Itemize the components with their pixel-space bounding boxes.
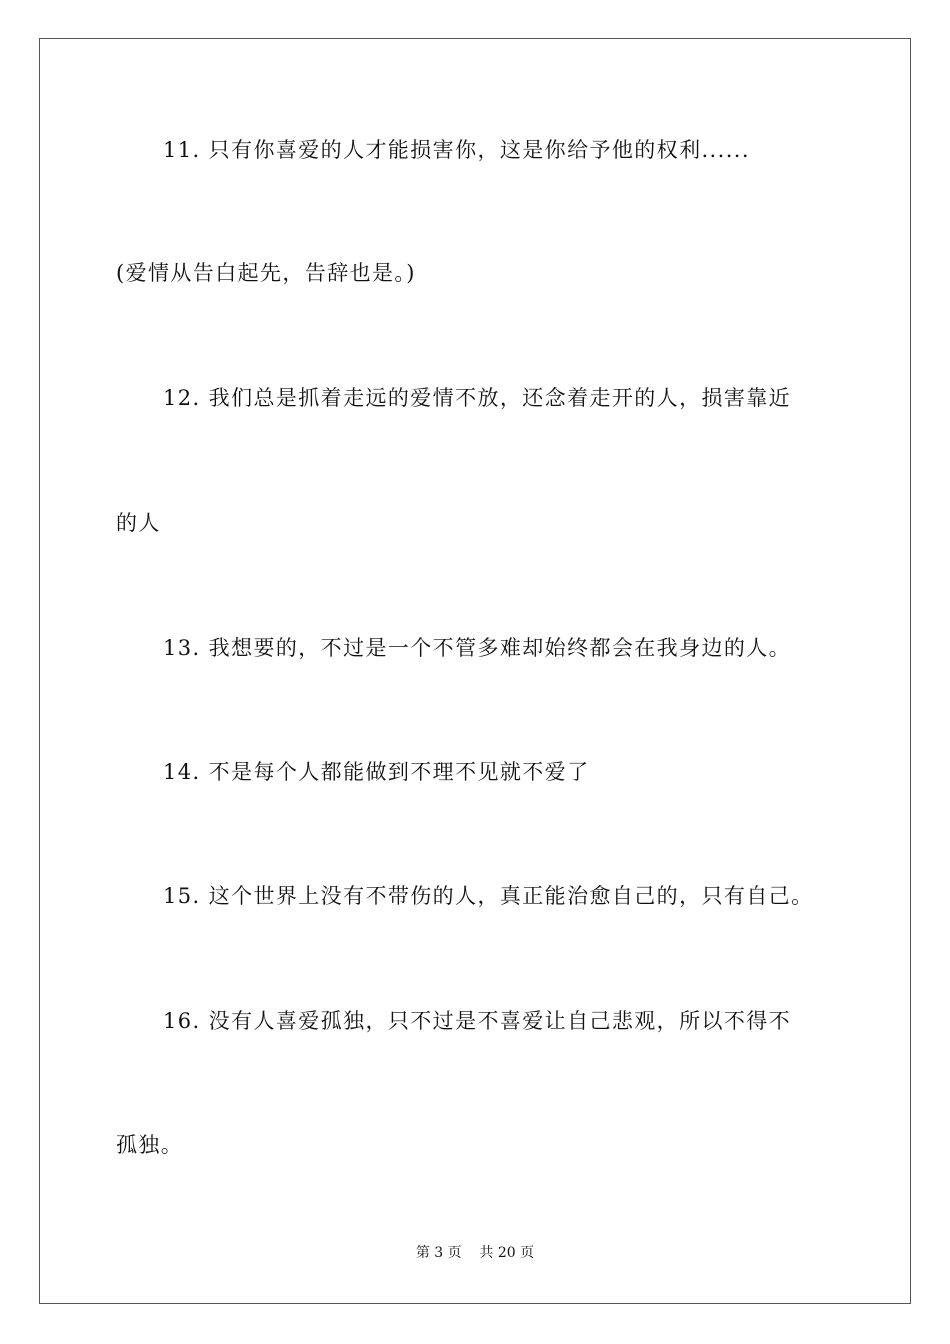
paragraph-16-line-2: 孤独。 (116, 1133, 184, 1157)
paragraph-13-line-1: 13. 我想要的，不过是一个不管多难却始终都会在我身边的人。 (163, 636, 792, 660)
paragraph-12-line-1: 12. 我们总是抓着走远的爱情不放，还念着走开的人，损害靠近 (163, 386, 792, 410)
page-border (39, 38, 911, 1304)
paragraph-15-line-1: 15. 这个世界上没有不带伤的人，真正能治愈自己的，只有自己。 (163, 884, 814, 908)
paragraph-16-line-1: 16. 没有人喜爱孤独，只不过是不喜爱让自己悲观，所以不得不 (163, 1009, 792, 1033)
page-number-footer: 第 3 页 共 20 页 (415, 1245, 535, 1261)
paragraph-11-line-2: (爱情从告白起先，告辞也是。) (116, 261, 416, 285)
paragraph-12-line-2: 的人 (116, 511, 161, 535)
paragraph-14-line-1: 14. 不是每个人都能做到不理不见就不爱了 (163, 760, 590, 784)
paragraph-11-line-1: 11. 只有你喜爱的人才能损害你，这是你给予他的权利...... (163, 138, 750, 162)
